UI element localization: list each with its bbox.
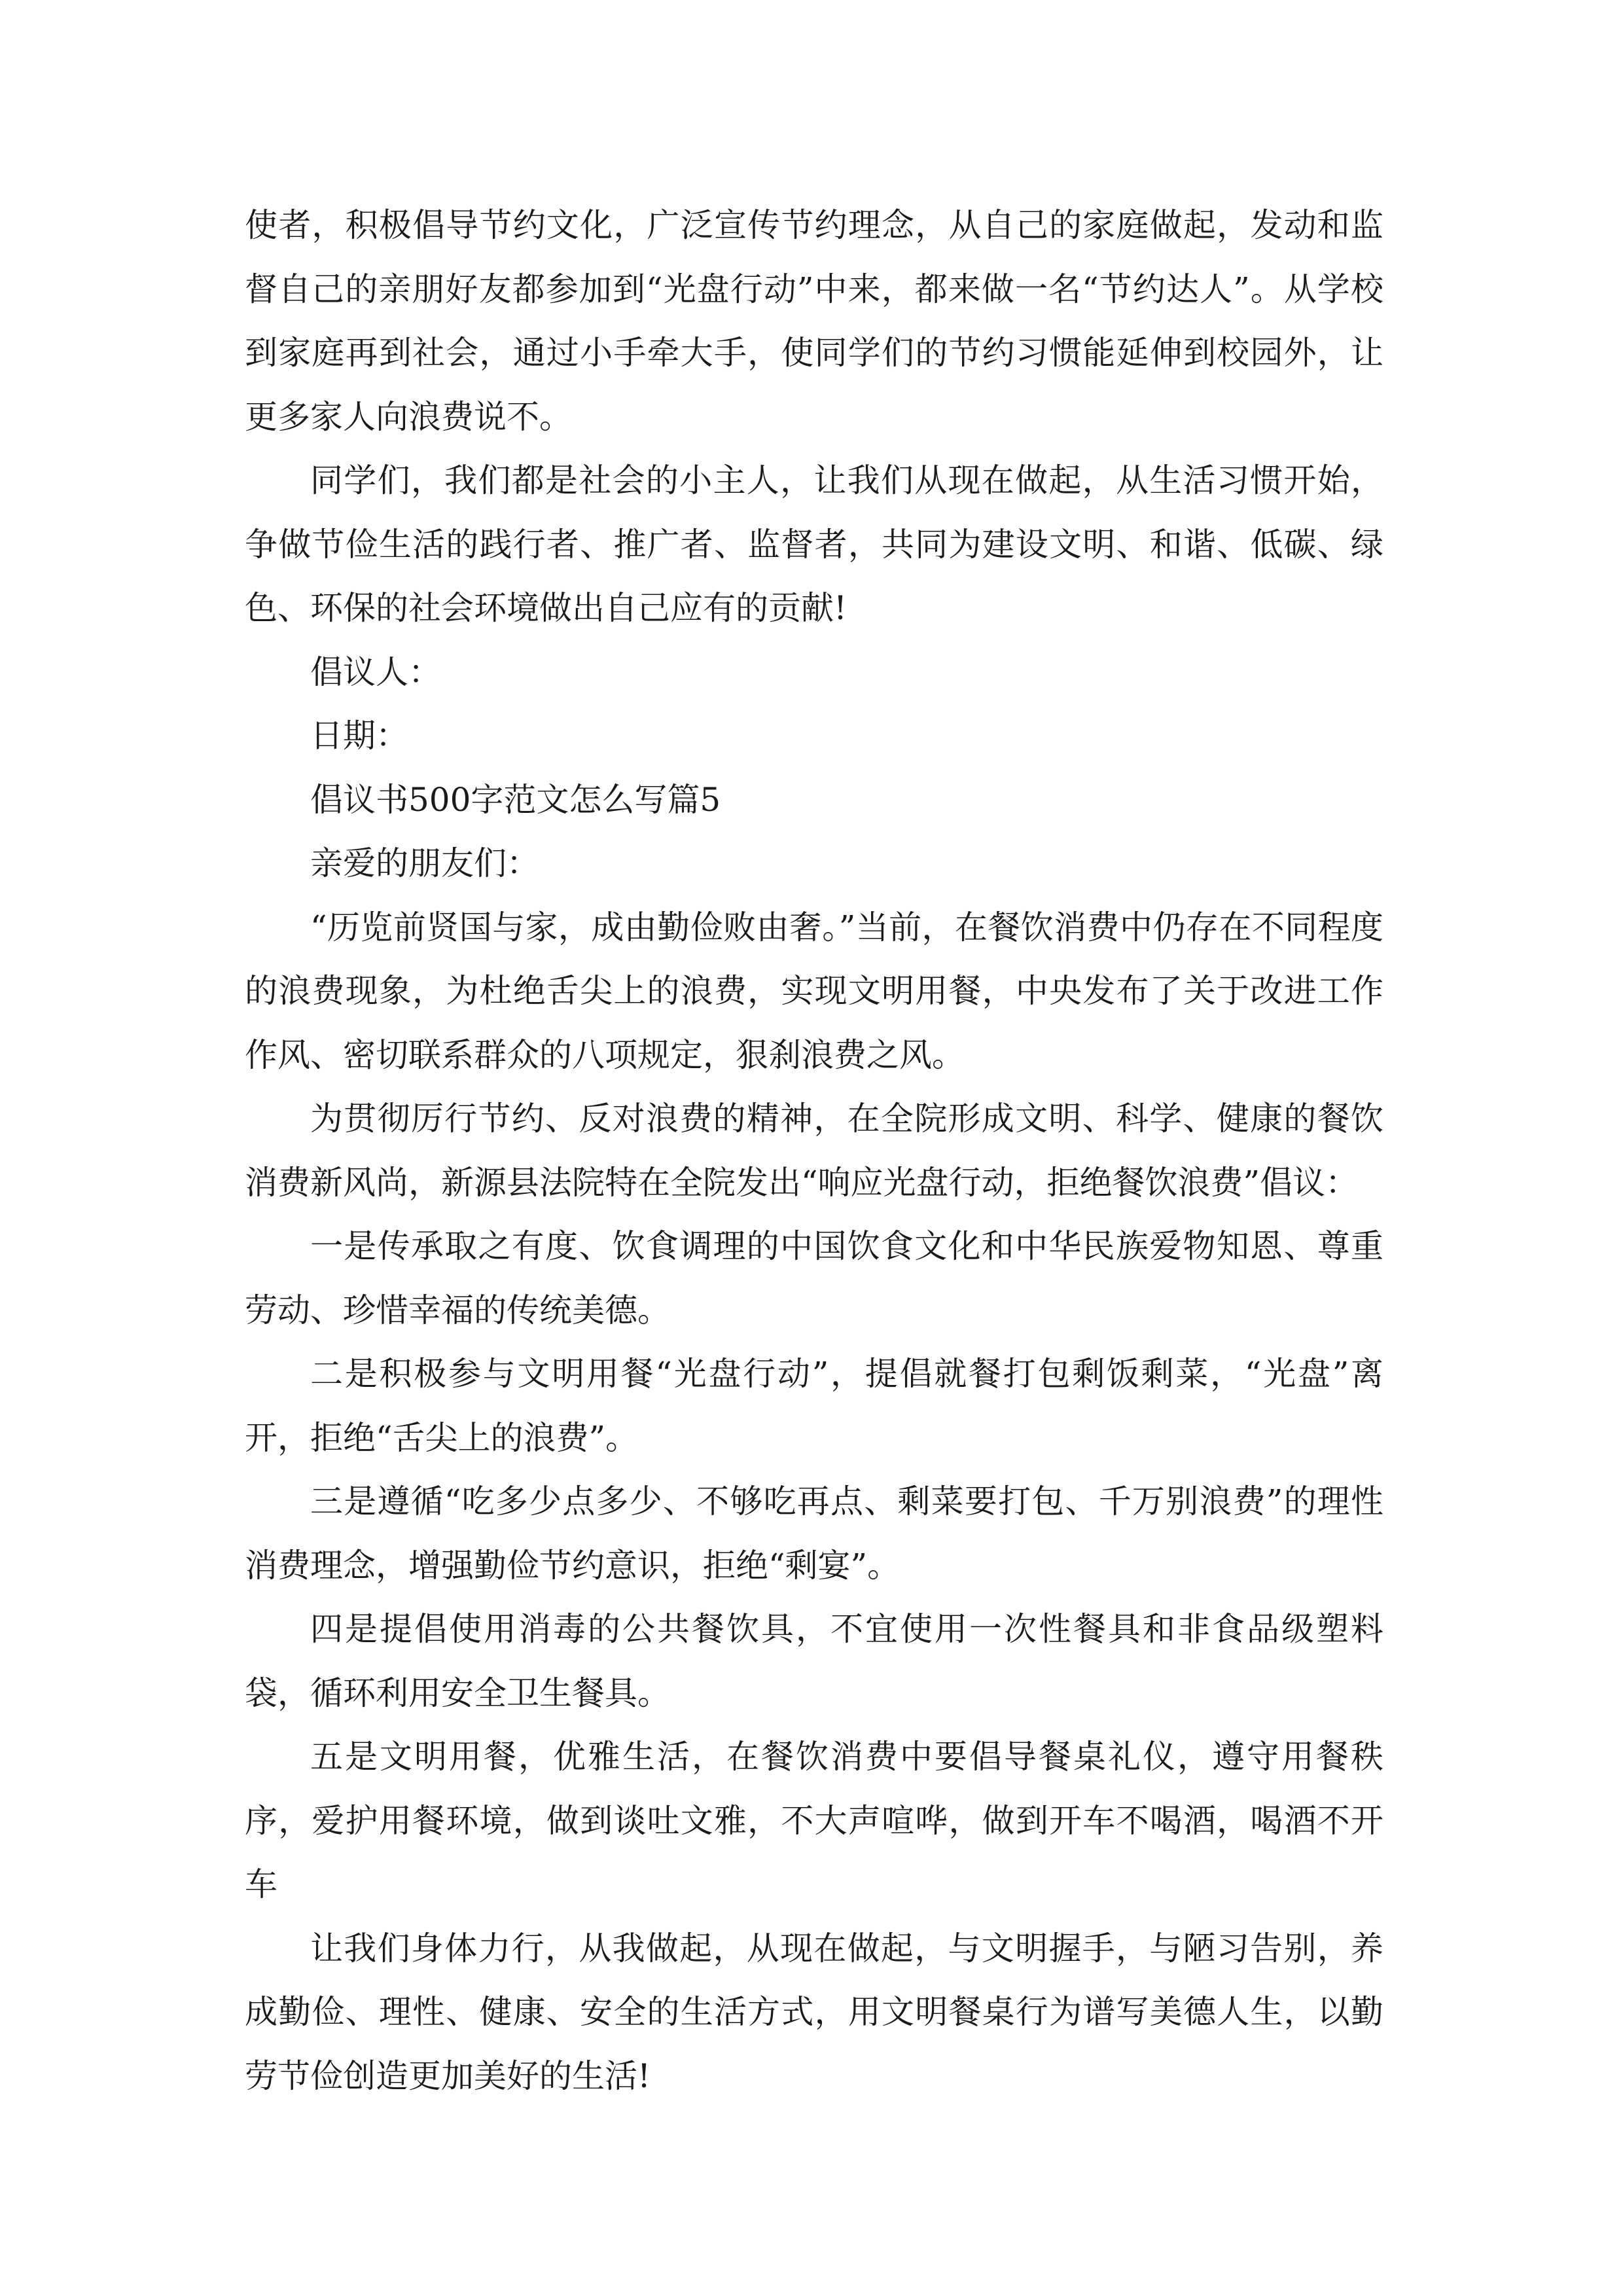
paragraph-7: “历览前贤国与家，成由勤俭败由奢。”当前，在餐饮消费中仍存在不同程度的浪费现象，为杜绝舌尖上的浪费，实现文明用餐，中央发布了关于改进工作作风、密切联系群众的八项规定，狠刹浪费之风。 xyxy=(245,908,1383,1074)
paragraph-8: 为贯彻厉行节约、反对浪费的精神，在全院形成文明、科学、健康的餐饮消费新风尚，新源县法院特在全院发出“响应光盘行动，拒绝餐饮浪费”倡议： xyxy=(245,1100,1383,1202)
paragraph-12: 四是提倡使用消毒的公共餐饮具，不宜使用一次性餐具和非食品级塑料袋，循环利用安全卫生餐具。 xyxy=(245,1610,1383,1712)
document-body xyxy=(245,194,1383,2108)
signatory-line: 倡议人： xyxy=(310,653,441,691)
date-line: 日期： xyxy=(310,717,408,755)
salutation: 亲爱的朋友们： xyxy=(310,844,539,882)
paragraph-2: 同学们，我们都是社会的小主人，让我们从现在做起，从生活习惯开始，争做节俭生活的践行者、推广者、监督者，共同为建设文明、和谐、低碳、绿色、环保的社会环境做出自己应有的贡献! xyxy=(245,461,1383,627)
paragraph-10: 二是积极参与文明用餐“光盘行动”，提倡就餐打包剩饭剩菜，“光盘”离开，拒绝“舌尖上的浪费”。 xyxy=(245,1355,1383,1457)
paragraph-9: 一是传承取之有度、饮食调理的中国饮食文化和中华民族爱物知恩、尊重劳动、珍惜幸福的传统美德。 xyxy=(245,1227,1383,1329)
paragraph-11: 三是遵循“吃多少点多少、不够吃再点、剩菜要打包、千万别浪费”的理性消费理念，增强勤俭节约意识，拒绝“剩宴”。 xyxy=(245,1482,1383,1585)
paragraph-1: 使者，积极倡导节约文化，广泛宣传节约理念，从自己的家庭做起，发动和监督自己的亲朋好友都参加到“光盘行动”中来，都来做一名“节约达人”。从学校到家庭再到社会，通过小手牵大手，使同学们的节约习惯能延伸到校园外，让更多家人向浪费说不。 xyxy=(245,206,1383,436)
section-title: 倡议书500字范文怎么写篇5 xyxy=(310,780,721,819)
paragraph-13: 五是文明用餐，优雅生活，在餐饮消费中要倡导餐桌礼仪，遵守用餐秩序，爱护用餐环境，做到谈吐文雅，不大声喧哗，做到开车不喝酒，喝酒不开车 xyxy=(245,1738,1383,1903)
paragraph-14: 让我们身体力行，从我做起，从现在做起，与文明握手，与陋习告别，养成勤俭、理性、健康、安全的生活方式，用文明餐桌行为谱写美德人生，以勤劳节俭创造更加美好的生活! xyxy=(245,1929,1383,2095)
